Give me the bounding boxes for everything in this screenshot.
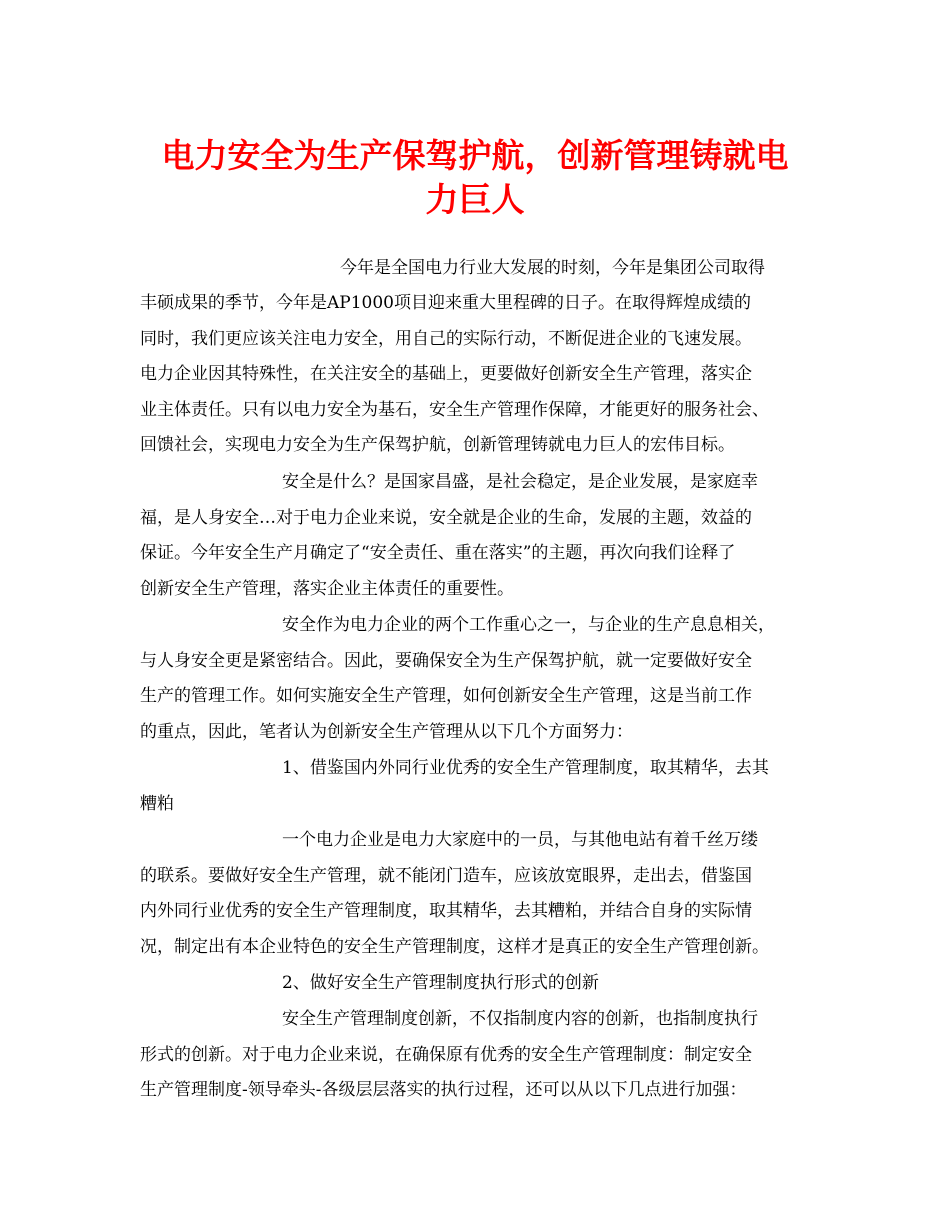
paragraph-2-line-4: 创新安全生产管理，落实企业主体责任的重要性。 [140, 579, 514, 599]
section-1-heading-line-1: 1、借鉴国内外同行业优秀的安全生产管理制度，取其精华，去其 [282, 758, 769, 778]
paragraph-4-line-2: 的联系。要做好安全生产管理，就不能闭门造车，应该放宽眼界，走出去，借鉴国 [140, 866, 752, 886]
paragraph-1-line-6: 回馈社会，实现电力安全为生产保驾护航，创新管理铸就电力巨人的宏伟目标。 [140, 435, 735, 455]
paragraph-4-line-4: 况，制定出有本企业特色的安全生产管理制度，这样才是真正的安全生产管理创新。 [140, 937, 769, 957]
paragraph-5-line-3: 生产管理制度-领导牵头-各级层层落实的执行过程，还可以从以下几点进行加强： [140, 1080, 747, 1100]
paragraph-4-line-3: 内外同行业优秀的安全生产管理制度，取其精华，去其糟粕，并结合自身的实际情 [140, 901, 752, 921]
paragraph-3-line-2: 与人身安全更是紧密结合。因此，要确保安全为生产保驾护航，就一定要做好安全 [140, 651, 752, 671]
paragraph-2-line-1: 安全是什么？是国家昌盛，是社会稳定，是企业发展，是家庭幸 [282, 472, 758, 492]
paragraph-2-line-3: 保证。今年安全生产月确定了“安全责任、重在落实”的主题，再次向我们诠释了 [140, 543, 736, 563]
paragraph-3-line-4: 的重点，因此，笔者认为创新安全生产管理从以下几个方面努力： [140, 722, 633, 742]
paragraph-1-line-1: 今年是全国电力行业大发展的时刻，今年是集团公司取得 [340, 258, 765, 278]
paragraph-5-line-2: 形式的创新。对于电力企业来说，在确保原有优秀的安全生产管理制度：制定安全 [140, 1045, 752, 1065]
paragraph-4-line-1: 一个电力企业是电力大家庭中的一员，与其他电站有着千丝万缕 [282, 830, 758, 850]
section-2-heading: 2、做好安全生产管理制度执行形式的创新 [282, 973, 599, 993]
paragraph-2-line-2: 福，是人身安全…对于电力企业来说，安全就是企业的生命，发展的主题，效益的 [140, 508, 752, 528]
document-title-line-2: 力巨人 [425, 180, 525, 219]
section-1-heading-line-2: 糟粕 [140, 794, 174, 814]
paragraph-3-line-1: 安全作为电力企业的两个工作重心之一，与企业的生产息息相关， [282, 615, 775, 635]
paragraph-3-line-3: 生产的管理工作。如何实施安全生产管理，如何创新安全生产管理，这是当前工作 [140, 686, 752, 706]
paragraph-1-line-3: 同时，我们更应该关注电力安全，用自己的实际行动，不断促进企业的飞速发展。 [140, 329, 752, 349]
document-title-line-1: 电力安全为生产保驾护航，创新管理铸就电 [161, 136, 789, 175]
paragraph-1-line-2: 丰硕成果的季节，今年是AP1000项目迎来重大里程碑的日子。在取得辉煌成绩的 [140, 293, 751, 313]
paragraph-1-line-5: 业主体责任。只有以电力安全为基石，安全生产管理作保障，才能更好的服务社会、 [140, 400, 769, 420]
paragraph-1-line-4: 电力企业因其特殊性，在关注安全的基础上，更要做好创新安全生产管理，落实企 [140, 364, 752, 384]
paragraph-5-line-1: 安全生产管理制度创新，不仅指制度内容的创新，也指制度执行 [282, 1009, 758, 1029]
